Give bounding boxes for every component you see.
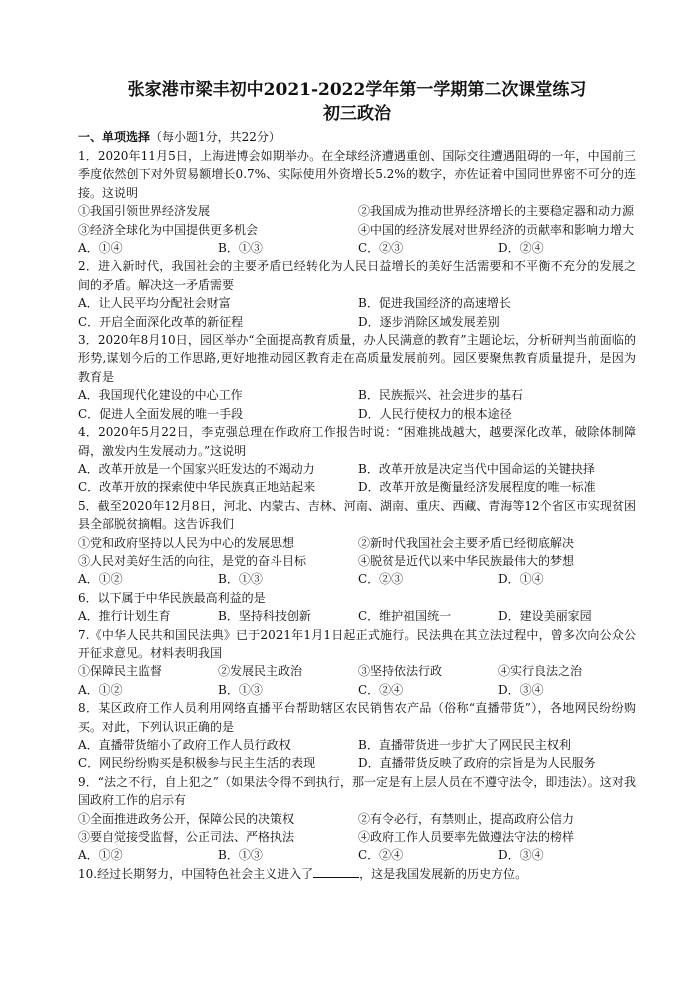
question-8-options — [78, 736, 636, 773]
statement: ④政府工作人员要率先做遵法守法的榜样 — [358, 830, 575, 845]
answer-blank[interactable] — [313, 865, 359, 878]
option-b[interactable]: B．①③ — [218, 848, 263, 863]
option-b[interactable]: B．①③ — [218, 682, 263, 697]
option-c[interactable]: C．开启全面深化改革的新征程 — [78, 314, 244, 329]
question-5-statements — [78, 534, 636, 571]
question-10-text-before: 10.经过长期努力，中国特色社会主义进入了 — [78, 866, 314, 881]
option-d[interactable]: D．②④ — [498, 241, 544, 256]
question-9-options — [78, 846, 636, 864]
option-d[interactable]: D．改革开放是衡量经济发展程度的唯一标准 — [358, 480, 596, 495]
question-3-stem: 3．2020年8月10日，园区举办“全面提高教育质量，办人民满意的教育”主题论坛，分析研判当前面临的形势,谋划今后的工作思路,更好地推动园区教育走在高质量发展前列。园区要聚焦教育质量提升，是因为教育是 — [78, 333, 636, 384]
option-b[interactable]: B．①③ — [218, 241, 263, 256]
question-9-statements — [78, 810, 636, 847]
question-4-stem: 4．2020年5月22日，李克强总理在作政府工作报告时说：“困难挑战越大，越要深化改革，破除体制障碍，激发内生发展动力。”这说明 — [78, 425, 636, 458]
statement: ①保障民主监督 — [78, 664, 163, 679]
statement: ③坚持依法行政 — [358, 664, 443, 679]
question-1-stem: 1．2020年11月5日，上海进博会如期举办。在全球经济遭遇重创、国际交往遭遇阻碍的一年，中国前三季度依然创下对外贸易额增长0.7%、实际使用外资增长5.2%的数字，亦佐证着中国同世界密不可分的连接。这说明 — [78, 149, 636, 200]
question-4-options — [78, 460, 636, 497]
option-a[interactable]: A．直播带货缩小了政府工作人员行政权 — [78, 738, 291, 752]
section-heading — [78, 128, 636, 147]
option-d[interactable]: D．建设美丽家园 — [498, 609, 592, 624]
question-5-stem: 5．截至2020年12月8日，河北、内蒙古、吉林、河南、湖南、重庆、西藏、青海等12个省区市实现贫困县全部脱贫摘帽。这告诉我们 — [78, 498, 636, 532]
statement: ③经济全球化为中国提供更多机会 — [78, 222, 259, 237]
section-label: 一、单项选择 — [78, 130, 151, 144]
question-10-text-after: ，这是我国发展新的历史方位。 — [359, 866, 528, 881]
question-10-stem — [78, 865, 636, 883]
statement: ②新时代我国社会主要矛盾已经彻底解决 — [358, 535, 575, 550]
statement: ③要自觉接受监督，公正司法、严格执法 — [78, 830, 295, 845]
option-d[interactable]: D．逐步消除区域发展差别 — [358, 314, 500, 329]
option-a[interactable]: A．①② — [78, 682, 123, 697]
question-7-statements — [78, 662, 636, 680]
document-subtitle: 初三政治 — [323, 104, 391, 124]
question-9-stem: 9．“法之不行，自上犯之”（如果法令得不到执行，那一定是有上层人员在不遵守法令，即违法）。这对我国政府工作的启示有 — [78, 774, 636, 808]
statement: ②发展民主政治 — [218, 664, 303, 679]
question-1-statements — [78, 202, 636, 239]
option-c[interactable]: C．②③ — [358, 572, 404, 587]
statement: ④脱贫是近代以来中华民族最伟大的梦想 — [358, 553, 575, 568]
question-3-options — [78, 386, 636, 423]
option-c[interactable]: C．促进人全面发展的唯一手段 — [78, 406, 244, 421]
statement: ④实行良法之治 — [498, 664, 583, 679]
option-d[interactable]: D．人民行使权力的根本途径 — [358, 406, 512, 421]
option-a[interactable]: A．推行计划生育 — [78, 609, 171, 624]
statement: ④中国的经济发展对世界经济的贡献率和影响力增大 — [358, 222, 635, 237]
option-b[interactable]: B．坚持科技创新 — [218, 609, 311, 624]
statement: ①党和政府坚持以人民为中心的发展思想 — [78, 535, 295, 550]
question-1-options — [78, 239, 636, 257]
option-a[interactable]: A．①② — [78, 848, 123, 863]
question-6-options — [78, 607, 636, 625]
option-a[interactable]: A．①④ — [78, 241, 123, 256]
option-c[interactable]: C．②③ — [358, 241, 404, 256]
question-8-stem: 8．某区政府工作人员利用网络直播平台帮助辖区农民销售农产品（俗称“直播带货”），各地网民纷纷购买。对此，下列认识正确的是 — [78, 701, 636, 734]
document-title: 张家港市梁丰初中2021-2022学年第一学期第二次课堂练习 — [127, 80, 587, 100]
option-c[interactable]: C．维护祖国统一 — [358, 609, 452, 624]
option-c[interactable]: C．②④ — [358, 848, 404, 863]
statement: ①全面推进政务公开，保障公民的决策权 — [78, 811, 295, 826]
option-c[interactable]: C．改革开放的探索使中华民族真正地站起来 — [78, 480, 316, 495]
option-b[interactable]: B．①③ — [218, 572, 263, 587]
option-a[interactable]: A．改革开放是一个国家兴旺发达的不竭动力 — [78, 461, 315, 476]
question-7-stem: 7.《中华人民共和国民法典》已于2021年1月1日起正式施行。民法典在其立法过程中，曾多次向公众公开征求意见。材料表明我国 — [78, 627, 636, 660]
statement: ②我国成为推动世界经济增长的主要稳定器和动力源 — [358, 204, 635, 219]
option-d[interactable]: D．①④ — [498, 572, 544, 587]
question-7-options — [78, 681, 636, 699]
option-b[interactable]: B．促进我国经济的高速增长 — [358, 296, 511, 311]
question-6-stem: 6．以下属于中华民族最高利益的是 — [78, 590, 266, 605]
option-d[interactable]: D．③④ — [498, 682, 544, 697]
option-d[interactable]: D．③④ — [498, 848, 544, 863]
option-a[interactable]: A．让人民平均分配社会财富 — [78, 296, 231, 311]
question-2-options — [78, 294, 636, 331]
option-c[interactable]: C．网民纷纷购买是积极参与民主生活的表现 — [78, 756, 316, 771]
option-b[interactable]: B．改革开放是决定当代中国命运的关键抉择 — [358, 461, 595, 476]
question-2-stem: 2．进入新时代，我国社会的主要矛盾已经转化为人民日益增长的美好生活需要和不平衡不充分的发展之间的矛盾。解决这一矛盾需要 — [78, 259, 636, 292]
statement: ③人民对美好生活的向往，是党的奋斗目标 — [78, 553, 307, 568]
section-note: （每小题1分，共22分） — [150, 130, 281, 144]
question-5-options — [78, 570, 636, 588]
option-a[interactable]: A．我国现代化建设的中心工作 — [78, 388, 243, 403]
option-b[interactable]: B．直播带货进一步扩大了网民民主权利 — [358, 738, 571, 752]
option-a[interactable]: A．①② — [78, 572, 123, 587]
statement: ①我国引领世界经济发展 — [78, 204, 211, 219]
option-c[interactable]: C．②④ — [358, 682, 404, 697]
statement: ②有令必行，有禁则止，提高政府公信力 — [358, 811, 575, 826]
option-d[interactable]: D．直播带货反映了政府的宗旨是为人民服务 — [358, 756, 596, 771]
option-b[interactable]: B．民族振兴、社会进步的基石 — [358, 388, 523, 403]
